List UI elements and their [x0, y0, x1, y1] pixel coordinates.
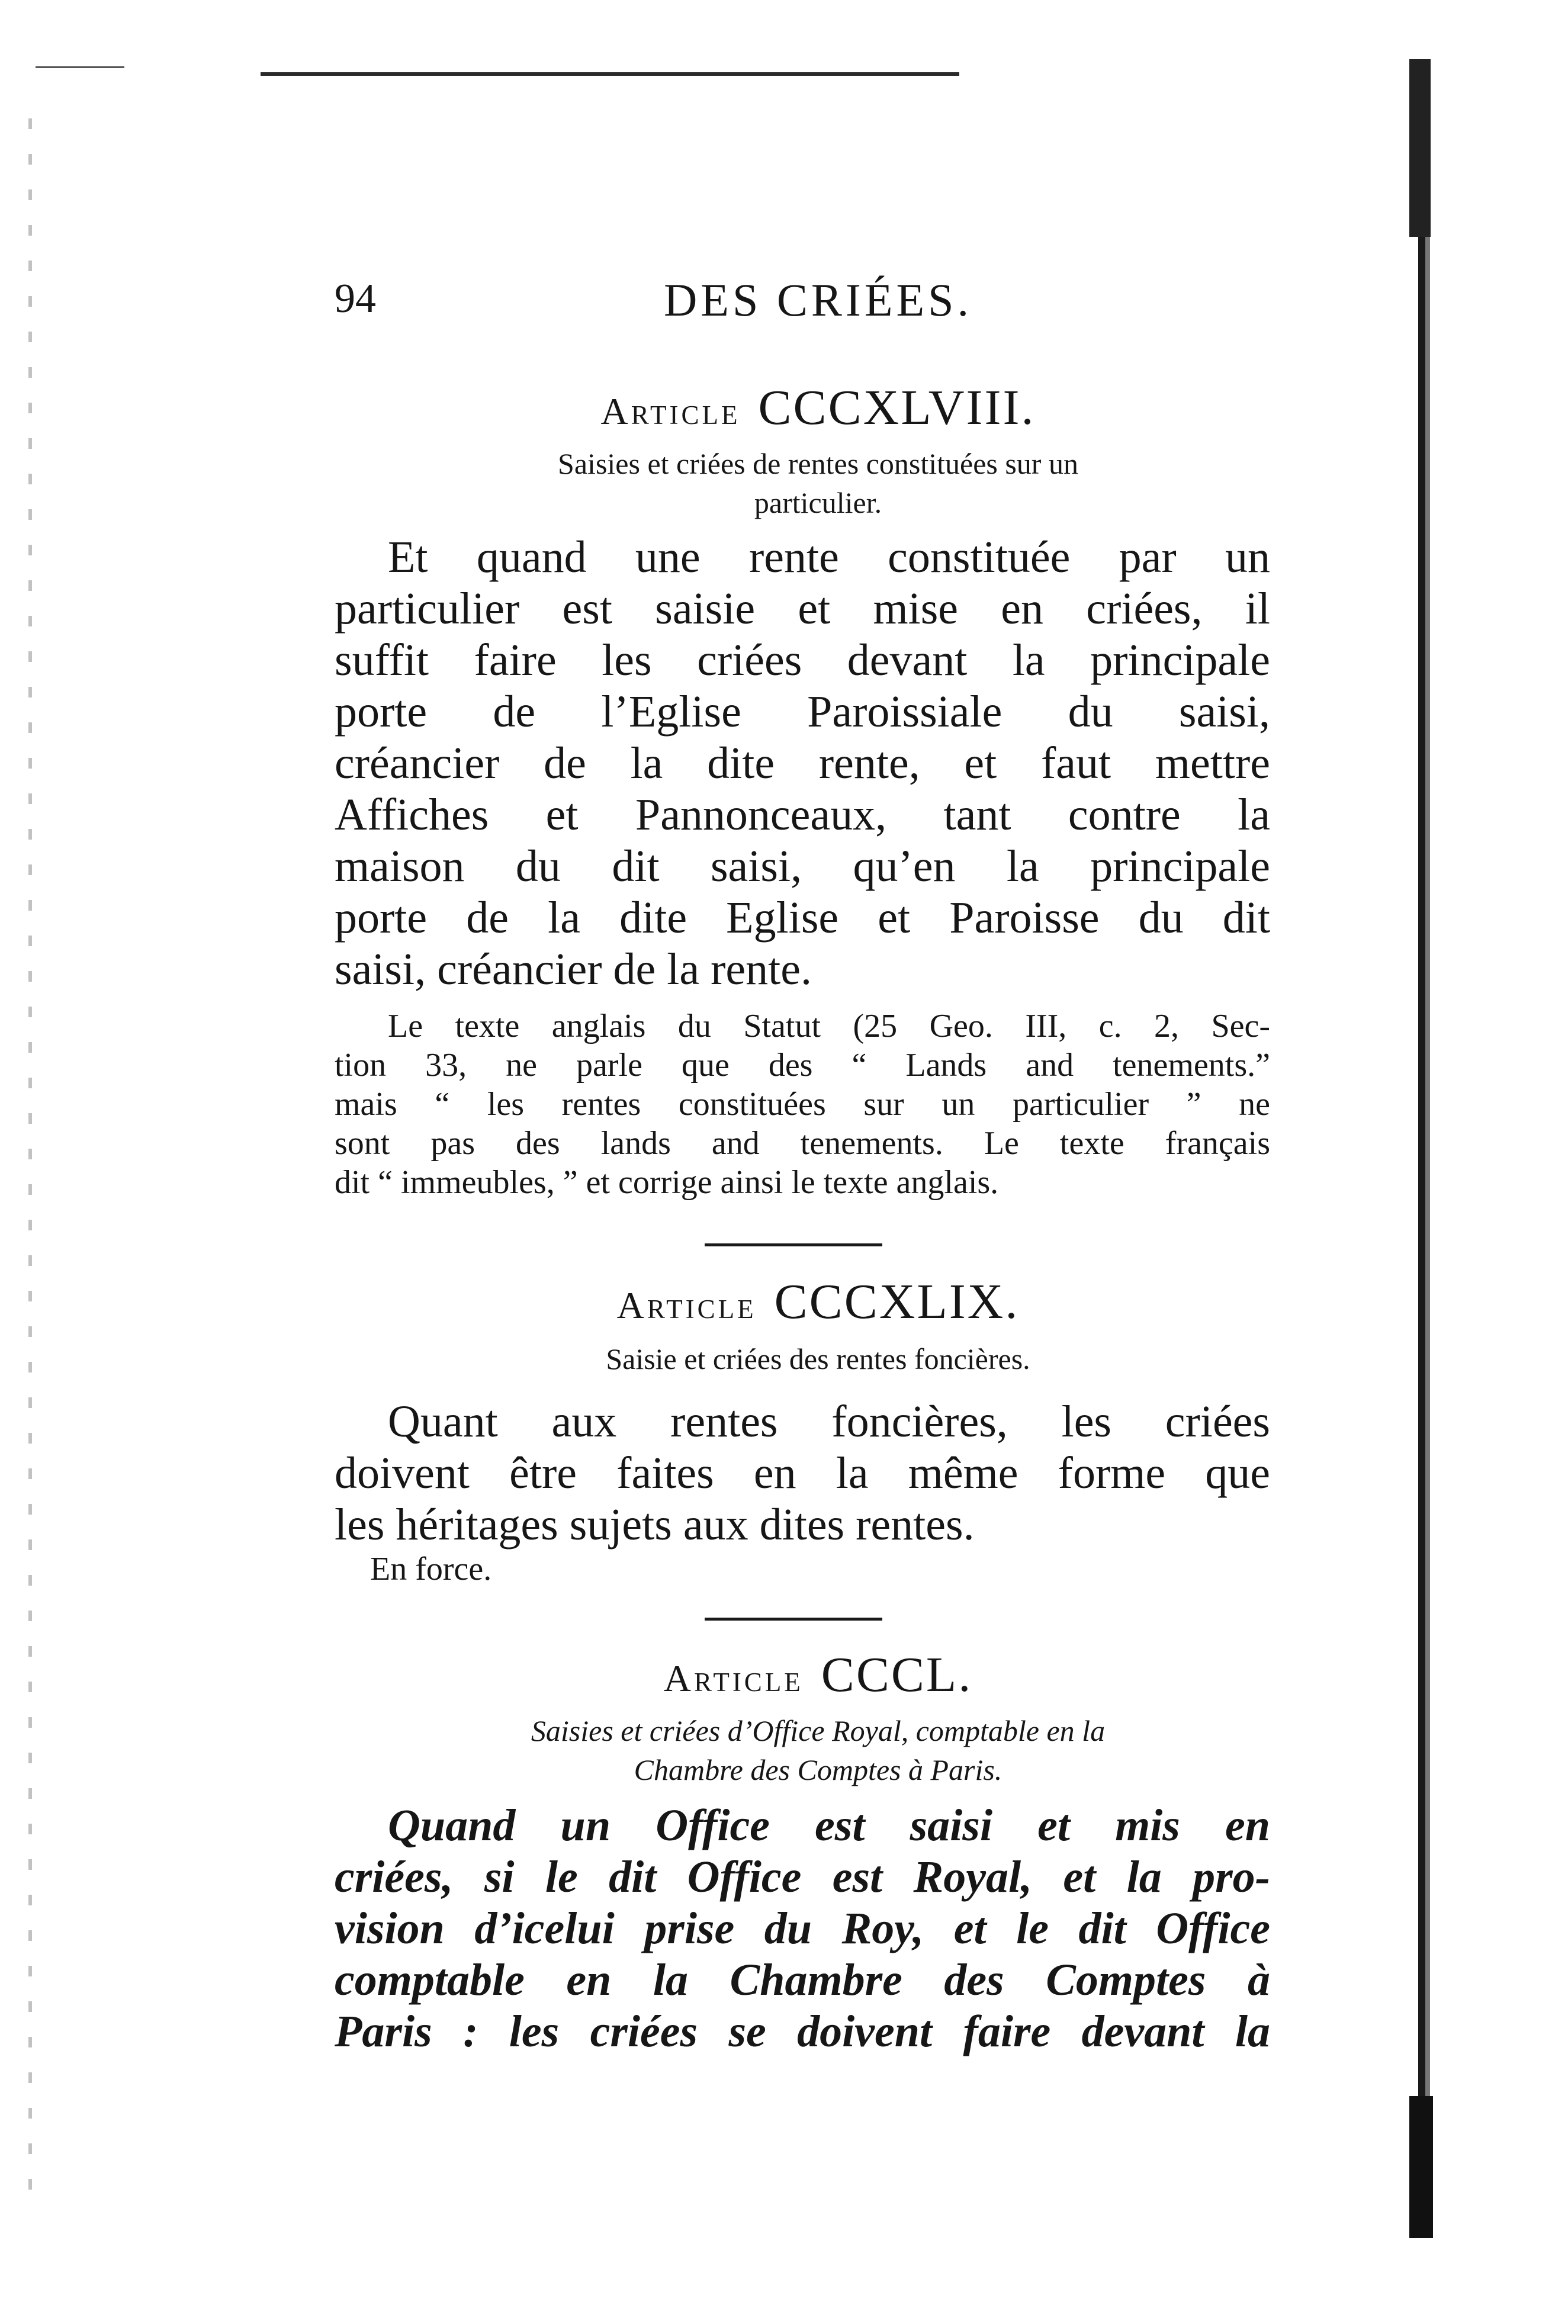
article-label: Article — [663, 1657, 804, 1699]
body-line: porte de la dite Eglise et Paroisse du dit — [335, 893, 1270, 943]
body-line: créancier de la dite rente, et faut mettre — [335, 738, 1270, 788]
body-line: Quant aux rentes foncières, les criées — [388, 1397, 1270, 1447]
section-divider — [705, 1618, 882, 1621]
note-line: Le texte anglais du Statut (25 Geo. III, c. 2, Sec- — [388, 1008, 1270, 1044]
status-note: En force. — [370, 1551, 492, 1587]
body-line: maison du dit saisi, qu’en la principale — [335, 841, 1270, 891]
body-line: doivent être faites en la même forme que — [335, 1448, 1270, 1498]
article-heading — [0, 379, 1568, 436]
body-line: Quand un Office est saisi et mis en — [388, 1801, 1270, 1850]
article-heading — [0, 1273, 1568, 1330]
article-number: CCCXLVIII. — [758, 380, 1036, 435]
article-number: CCCXLIX. — [774, 1274, 1020, 1329]
page-number: 94 — [335, 276, 376, 322]
scan-top-rule — [261, 72, 959, 76]
summary-line: Saisie et criées des rentes foncières. — [606, 1342, 1030, 1375]
article-body — [335, 532, 1270, 995]
note-line: dit “ immeubles, ” et corrige ainsi le texte anglais. — [335, 1164, 999, 1201]
article-heading — [0, 1646, 1568, 1703]
body-line: vision d’icelui prise du Roy, et le dit Office — [335, 1904, 1270, 1953]
article-body — [335, 1396, 1270, 1551]
summary-line: Chambre des Comptes à Paris. — [634, 1753, 1003, 1786]
body-line: particulier est saisie et mise en criées, il — [335, 584, 1270, 634]
body-line: Affiches et Pannonceaux, tant contre la — [335, 790, 1270, 840]
summary-line: Saisies et criées d’Office Royal, comptable en la — [531, 1714, 1106, 1747]
body-line: criées, si le dit Office est Royal, et la pro- — [335, 1852, 1270, 1902]
note-line: sont pas des lands and tenements. Le texte français — [335, 1125, 1270, 1162]
page-binding-edge-top — [1409, 59, 1431, 237]
note-line: tion 33, ne parle que des “ Lands and tenements.” — [335, 1047, 1270, 1084]
section-divider — [705, 1243, 882, 1246]
article-label: Article — [616, 1284, 757, 1326]
note-line: mais “ les rentes constituées sur un particulier ” ne — [335, 1086, 1270, 1123]
summary-line: Saisies et criées de rentes constituées sur un — [558, 447, 1078, 480]
page-binding-edge-bottom — [1409, 2096, 1433, 2238]
article-note — [335, 1007, 1270, 1202]
body-line: comptable en la Chambre des Comptes à — [335, 1955, 1270, 2005]
article-summary — [0, 1339, 1568, 1378]
body-line: suffit faire les criées devant la principale — [335, 635, 1270, 685]
article-number: CCCL. — [821, 1647, 973, 1702]
scan-top-mark — [36, 66, 124, 68]
article-body — [335, 1800, 1270, 2058]
article-summary — [0, 444, 1568, 522]
body-line: les héritages sujets aux dites rentes. — [335, 1500, 975, 1550]
article-label: Article — [600, 390, 741, 432]
body-line: Et quand une rente constituée par un — [388, 532, 1270, 582]
body-line: porte de l’Eglise Paroissiale du saisi, — [335, 687, 1270, 737]
article-summary — [0, 1711, 1568, 1789]
body-line: saisi, créancier de la rente. — [335, 944, 812, 994]
body-line: Paris : les criées se doivent faire devant la — [335, 2007, 1270, 2056]
summary-line: particulier. — [754, 486, 882, 519]
running-title: DES CRIÉES. — [663, 274, 973, 326]
